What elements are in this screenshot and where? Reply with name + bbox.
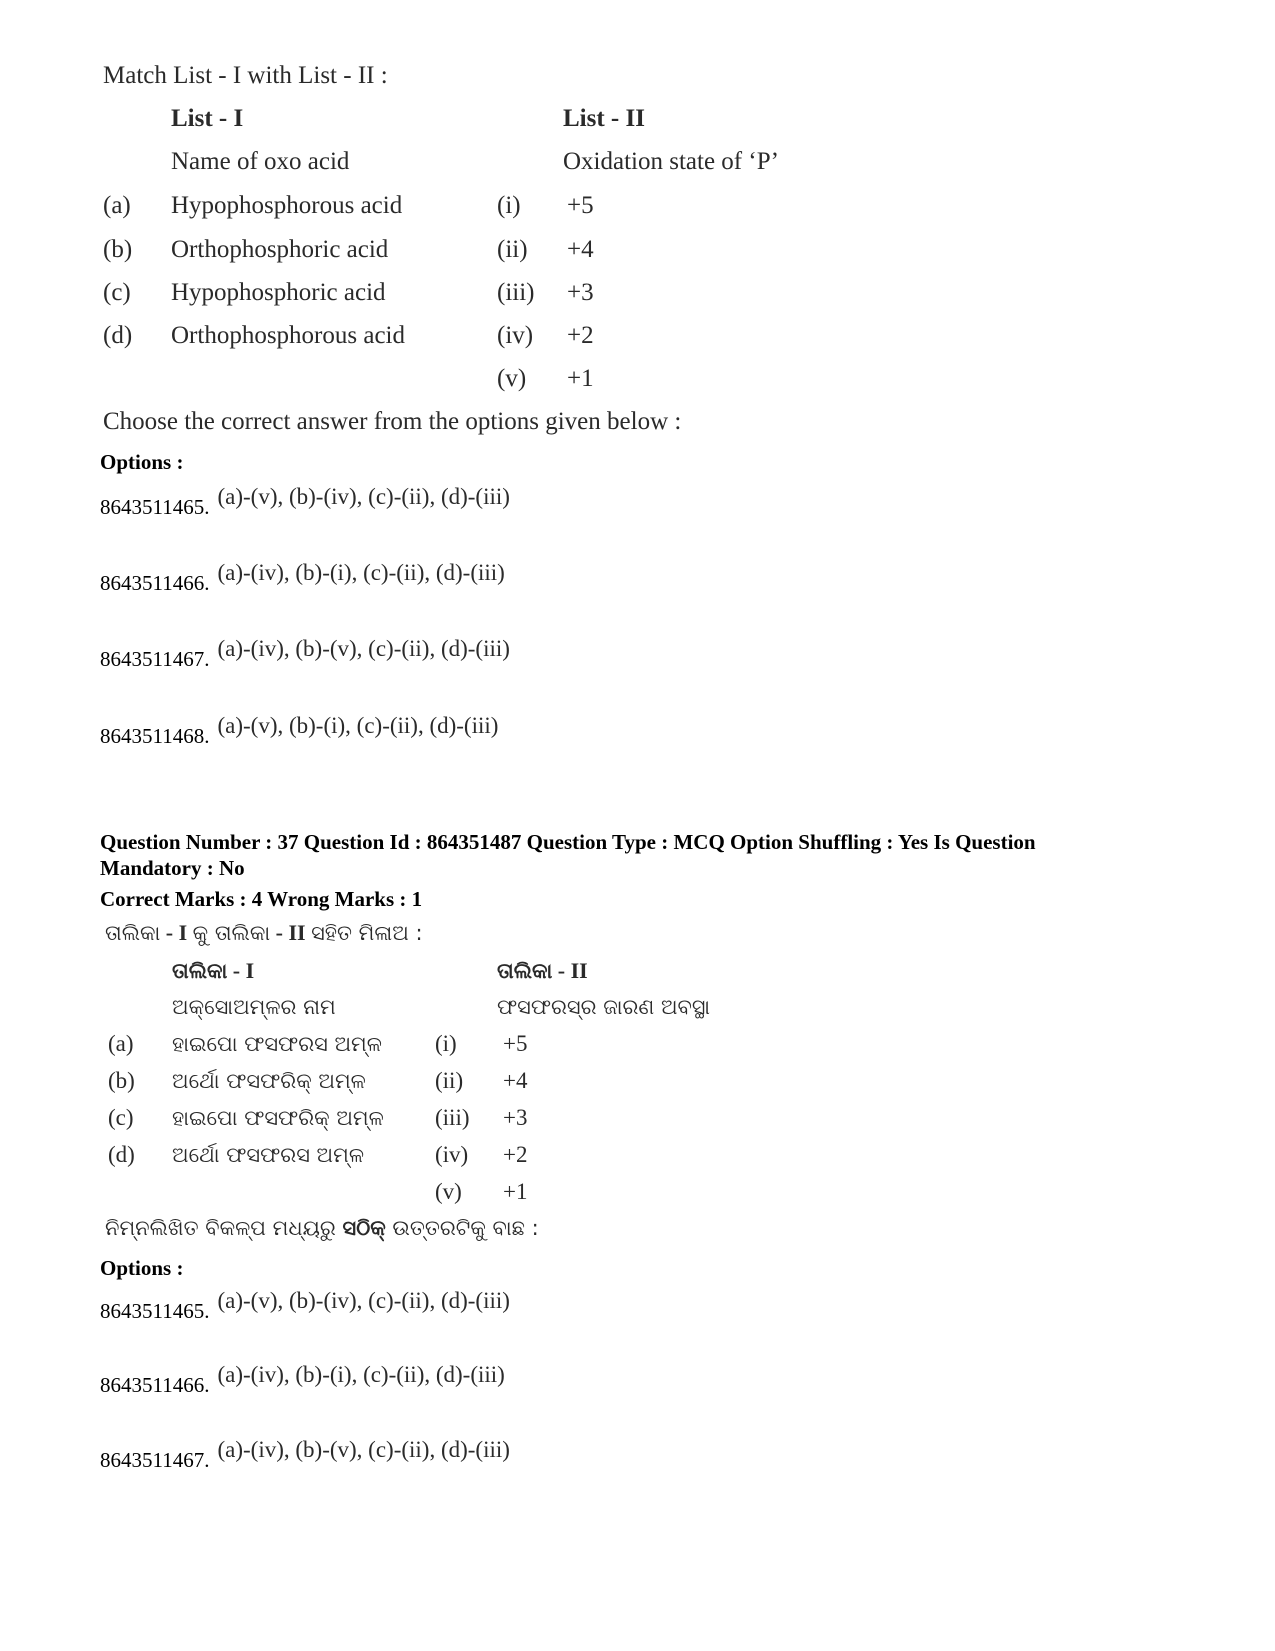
option-text: (a)-(iv), (b)-(v), (c)-(ii), (d)-(iii) (217, 636, 510, 661)
options-heading: Options : (100, 450, 184, 474)
list2-value: +5 (503, 1031, 528, 1056)
list2-title: List - II (563, 105, 645, 132)
list2-value: +4 (567, 236, 594, 263)
option-row[interactable] (100, 1362, 505, 1397)
list1-subtitle-odia: ଅକ୍ସୋଅମ୍ଳର ନାମ (172, 995, 336, 1019)
list1-item: ଅର୍ଥୋ ଫସଫରିକ୍ ଅମ୍ଳ (172, 1069, 366, 1093)
list2-title-odia (497, 958, 588, 984)
list1-label: (b) (103, 236, 133, 263)
list1-label: (a) (103, 192, 131, 219)
option-id: 8643511467. (100, 647, 210, 671)
list1-label: (c) (108, 1105, 134, 1130)
list2-label: (i) (435, 1031, 457, 1056)
choose-instruction: Choose the correct answer from the options given below : (103, 408, 682, 435)
option-row[interactable] (100, 560, 505, 595)
title-word: ତାଲିକା (497, 959, 553, 983)
choose-part: ନିମ୍ନଲିଖିତ ବିକଳ୍ପ ମଧ୍ୟରୁ (105, 1216, 343, 1240)
option-text: (a)-(v), (b)-(iv), (c)-(ii), (d)-(iii) (217, 484, 510, 509)
option-text: (a)-(v), (b)-(i), (c)-(ii), (d)-(iii) (217, 713, 499, 738)
instruction-part: - I (160, 920, 193, 945)
option-id: 8643511466. (100, 1373, 210, 1397)
match-instruction: Match List - I with List - II : (103, 62, 388, 89)
option-row[interactable] (100, 636, 510, 671)
option-text: (a)-(v), (b)-(iv), (c)-(ii), (d)-(iii) (217, 1288, 510, 1313)
list2-label: (v) (435, 1179, 462, 1204)
list2-label: (i) (497, 192, 521, 219)
options-heading: Options : (100, 1256, 184, 1280)
list1-item: Orthophosphoric acid (171, 236, 389, 263)
instruction-part: ସହିତ ମିଳାଅ : (311, 921, 423, 945)
choose-part: ଉତ୍ତରଟିକୁ ବାଛ : (385, 1216, 539, 1240)
option-text: (a)-(iv), (b)-(v), (c)-(ii), (d)-(iii) (217, 1437, 510, 1462)
title-num: - II (552, 958, 588, 983)
list1-item: ହାଇପୋ ଫସଫରସ ଅମ୍ଳ (172, 1032, 382, 1056)
list2-value: +2 (567, 322, 594, 349)
list2-value: +3 (503, 1105, 528, 1130)
title-word: ତାଲିକା (172, 959, 228, 983)
list2-label: (iv) (497, 322, 534, 349)
list2-value: +1 (503, 1179, 528, 1204)
list1-item: ହାଇପୋ ଫସଫରିକ୍ ଅମ୍ଳ (172, 1106, 384, 1130)
title-num: - I (227, 958, 255, 983)
option-row[interactable] (100, 1437, 510, 1472)
list1-item: Hypophosphoric acid (171, 279, 386, 306)
option-id: 8643511467. (100, 1448, 210, 1472)
list1-label: (d) (108, 1142, 135, 1167)
list2-label: (iii) (497, 279, 535, 306)
option-row[interactable] (100, 484, 510, 519)
list2-label: (iv) (435, 1142, 469, 1167)
choose-instruction-odia (105, 1216, 539, 1241)
question-header-cont: Mandatory : No (100, 856, 245, 880)
instruction-part: ତାଲିକା (105, 921, 161, 945)
list2-value: +2 (503, 1142, 528, 1167)
list2-value: +3 (567, 279, 594, 306)
instruction-part: - II (270, 920, 312, 945)
list1-title-odia (172, 958, 254, 984)
list2-label: (ii) (497, 236, 528, 263)
list1-label: (b) (108, 1068, 135, 1093)
list1-subtitle: Name of oxo acid (171, 148, 350, 175)
question-header: Question Number : 37 Question Id : 864351487 Question Type : MCQ Option Shuffling : Yes Is Question (100, 830, 1036, 854)
list2-label: (ii) (435, 1068, 464, 1093)
list1-label: (c) (103, 279, 131, 306)
list1-item: Orthophosphorous acid (171, 322, 405, 349)
list2-subtitle: Oxidation state of ‘P’ (563, 148, 779, 175)
list1-label: (d) (103, 322, 133, 349)
list1-label: (a) (108, 1031, 134, 1056)
option-id: 8643511465. (100, 495, 210, 519)
list2-label: (iii) (435, 1105, 470, 1130)
marks-info: Correct Marks : 4 Wrong Marks : 1 (100, 887, 423, 911)
option-row[interactable] (100, 1288, 510, 1323)
list2-value: +1 (567, 365, 594, 392)
list2-value: +5 (567, 192, 594, 219)
instruction-part: କୁ ତାଲିକା (192, 921, 271, 945)
choose-part: ସଠିକ୍ (342, 1216, 386, 1240)
option-text: (a)-(iv), (b)-(i), (c)-(ii), (d)-(iii) (217, 1362, 505, 1387)
list1-item: ଅର୍ଥୋ ଫସଫରସ ଅମ୍ଳ (172, 1143, 364, 1167)
option-row[interactable] (100, 713, 499, 748)
match-instruction-odia (105, 920, 423, 946)
option-text: (a)-(iv), (b)-(i), (c)-(ii), (d)-(iii) (217, 560, 505, 585)
list1-title: List - I (171, 105, 244, 132)
option-id: 8643511468. (100, 724, 210, 748)
list2-label: (v) (497, 365, 527, 392)
list1-item: Hypophosphorous acid (171, 192, 403, 219)
option-id: 8643511465. (100, 1299, 210, 1323)
list2-value: +4 (503, 1068, 528, 1093)
option-id: 8643511466. (100, 571, 210, 595)
list2-subtitle-odia: ଫସଫରସ୍‌ର ଜାରଣ ଅବସ୍ଥା (497, 995, 711, 1019)
